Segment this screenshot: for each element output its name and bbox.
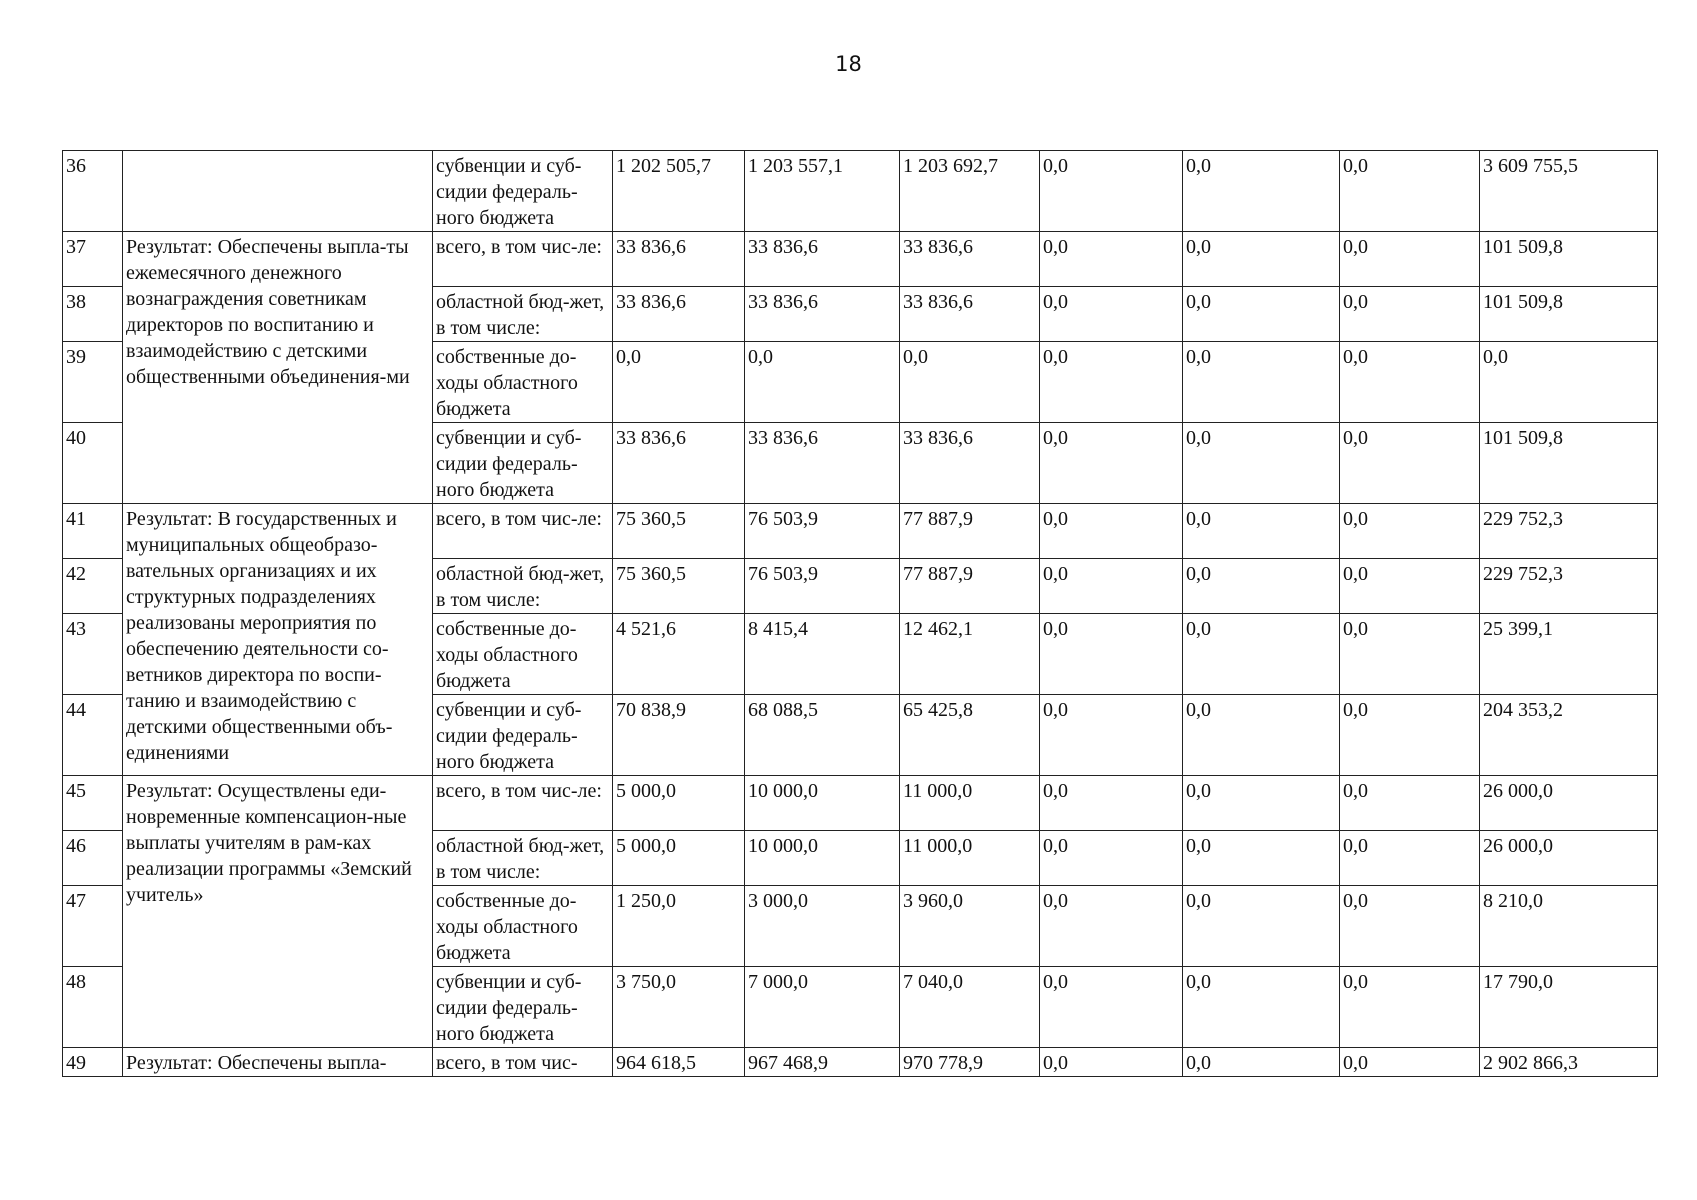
value-cell: 8 415,4 [745,614,900,695]
total-cell: 101 509,8 [1480,423,1658,504]
value-cell: 0,0 [1340,886,1480,967]
total-cell: 229 752,3 [1480,504,1658,559]
value-cell: 33 836,6 [745,423,900,504]
value-cell: 0,0 [1340,1048,1480,1077]
value-cell: 3 000,0 [745,886,900,967]
value-cell: 0,0 [1040,423,1183,504]
value-cell: 0,0 [1183,342,1340,423]
row-number: 38 [63,287,123,342]
value-cell: 0,0 [1183,423,1340,504]
value-cell: 0,0 [1340,504,1480,559]
result-description: Результат: Обеспечены выпла- [123,1048,433,1077]
funding-source: всего, в том чис-ле: [433,232,613,287]
row-number: 49 [63,1048,123,1077]
value-cell: 3 750,0 [613,967,745,1048]
value-cell: 11 000,0 [900,831,1040,886]
value-cell: 0,0 [1340,342,1480,423]
value-cell: 33 836,6 [613,423,745,504]
result-description: Результат: Обеспечены выпла-ты ежемесячного денежного вознаграждения советникам директоров по воспитанию и взаимодействию с детскими общественными объединения-ми [123,232,433,504]
value-cell: 0,0 [1040,342,1183,423]
value-cell: 0,0 [1040,614,1183,695]
value-cell: 0,0 [1183,1048,1340,1077]
value-cell: 0,0 [1040,559,1183,614]
value-cell: 5 000,0 [613,776,745,831]
value-cell: 0,0 [1040,967,1183,1048]
value-cell: 0,0 [1183,287,1340,342]
value-cell: 0,0 [1183,967,1340,1048]
row-number: 43 [63,614,123,695]
value-cell: 5 000,0 [613,831,745,886]
funding-source: собственные до-ходы областного бюджета [433,342,613,423]
row-number: 40 [63,423,123,504]
value-cell: 0,0 [1183,151,1340,232]
value-cell: 0,0 [1340,776,1480,831]
total-cell: 2 902 866,3 [1480,1048,1658,1077]
value-cell: 0,0 [1340,151,1480,232]
value-cell: 0,0 [1183,614,1340,695]
value-cell: 0,0 [1040,1048,1183,1077]
row-number: 42 [63,559,123,614]
total-cell: 3 609 755,5 [1480,151,1658,232]
value-cell: 76 503,9 [745,559,900,614]
funding-source: субвенции и суб-сидии федераль-ного бюджета [433,967,613,1048]
funding-source: всего, в том чис-ле: [433,504,613,559]
value-cell: 7 040,0 [900,967,1040,1048]
value-cell: 1 203 692,7 [900,151,1040,232]
funding-source: субвенции и суб-сидии федераль-ного бюджета [433,151,613,232]
row-number: 44 [63,695,123,776]
total-cell: 26 000,0 [1480,831,1658,886]
budget-table [62,150,1658,1077]
value-cell: 33 836,6 [900,423,1040,504]
value-cell: 1 203 557,1 [745,151,900,232]
value-cell: 0,0 [1340,232,1480,287]
value-cell: 0,0 [1040,504,1183,559]
result-cell-empty [123,151,433,232]
row-number: 36 [63,151,123,232]
value-cell: 0,0 [1340,695,1480,776]
value-cell: 75 360,5 [613,504,745,559]
value-cell: 0,0 [1183,232,1340,287]
total-cell: 25 399,1 [1480,614,1658,695]
total-cell: 26 000,0 [1480,776,1658,831]
value-cell: 0,0 [1340,287,1480,342]
value-cell: 33 836,6 [745,232,900,287]
row-number: 39 [63,342,123,423]
value-cell: 1 202 505,7 [613,151,745,232]
table-row [63,504,1658,559]
page-number: 18 [835,52,862,76]
value-cell: 68 088,5 [745,695,900,776]
value-cell: 11 000,0 [900,776,1040,831]
value-cell: 0,0 [1040,151,1183,232]
value-cell: 0,0 [1340,614,1480,695]
row-number: 41 [63,504,123,559]
value-cell: 970 778,9 [900,1048,1040,1077]
value-cell: 76 503,9 [745,504,900,559]
total-cell: 101 509,8 [1480,287,1658,342]
value-cell: 964 618,5 [613,1048,745,1077]
value-cell: 4 521,6 [613,614,745,695]
total-cell: 8 210,0 [1480,886,1658,967]
total-cell: 17 790,0 [1480,967,1658,1048]
value-cell: 33 836,6 [745,287,900,342]
value-cell: 77 887,9 [900,559,1040,614]
funding-source: всего, в том чис-ле: [433,776,613,831]
value-cell: 0,0 [613,342,745,423]
value-cell: 0,0 [745,342,900,423]
total-cell: 0,0 [1480,342,1658,423]
value-cell: 1 250,0 [613,886,745,967]
value-cell: 0,0 [1183,776,1340,831]
row-number: 37 [63,232,123,287]
total-cell: 101 509,8 [1480,232,1658,287]
funding-source: собственные до-ходы областного бюджета [433,614,613,695]
table-row [63,776,1658,831]
value-cell: 0,0 [1183,695,1340,776]
funding-source: областной бюд-жет, в том числе: [433,559,613,614]
funding-source: субвенции и суб-сидии федераль-ного бюджета [433,423,613,504]
value-cell: 0,0 [1340,831,1480,886]
value-cell: 0,0 [900,342,1040,423]
table-row [63,151,1658,232]
value-cell: 0,0 [1340,423,1480,504]
total-cell: 229 752,3 [1480,559,1658,614]
funding-source: областной бюд-жет, в том числе: [433,287,613,342]
value-cell: 967 468,9 [745,1048,900,1077]
value-cell: 33 836,6 [900,232,1040,287]
total-cell: 204 353,2 [1480,695,1658,776]
value-cell: 65 425,8 [900,695,1040,776]
value-cell: 0,0 [1183,504,1340,559]
value-cell: 0,0 [1040,695,1183,776]
value-cell: 0,0 [1040,831,1183,886]
result-description: Результат: Осуществлены еди-новременные компенсацион-ные выплаты учителям в рам-ках реализации программы «Земский учитель» [123,776,433,1048]
row-number: 47 [63,886,123,967]
row-number: 45 [63,776,123,831]
value-cell: 0,0 [1340,559,1480,614]
value-cell: 10 000,0 [745,776,900,831]
value-cell: 0,0 [1183,886,1340,967]
value-cell: 0,0 [1040,886,1183,967]
value-cell: 0,0 [1040,287,1183,342]
value-cell: 33 836,6 [900,287,1040,342]
result-description: Результат: В государственных и муниципальных общеобразо-вательных организациях и их структурных подразделениях реализованы мероприятия по обеспечению деятельности со-ветников директора по воспи-танию и взаимодействию с детскими общественными объ-единениями [123,504,433,776]
value-cell: 10 000,0 [745,831,900,886]
row-number: 46 [63,831,123,886]
value-cell: 12 462,1 [900,614,1040,695]
value-cell: 0,0 [1340,967,1480,1048]
value-cell: 0,0 [1040,776,1183,831]
value-cell: 7 000,0 [745,967,900,1048]
table-row [63,232,1658,287]
value-cell: 33 836,6 [613,287,745,342]
table-row [63,1048,1658,1077]
funding-source: собственные до-ходы областного бюджета [433,886,613,967]
row-number: 48 [63,967,123,1048]
value-cell: 0,0 [1183,559,1340,614]
funding-source: областной бюд-жет, в том числе: [433,831,613,886]
value-cell: 77 887,9 [900,504,1040,559]
value-cell: 0,0 [1040,232,1183,287]
value-cell: 70 838,9 [613,695,745,776]
value-cell: 0,0 [1183,831,1340,886]
value-cell: 75 360,5 [613,559,745,614]
funding-source: субвенции и суб-сидии федераль-ного бюджета [433,695,613,776]
value-cell: 33 836,6 [613,232,745,287]
funding-source: всего, в том чис- [433,1048,613,1077]
value-cell: 3 960,0 [900,886,1040,967]
